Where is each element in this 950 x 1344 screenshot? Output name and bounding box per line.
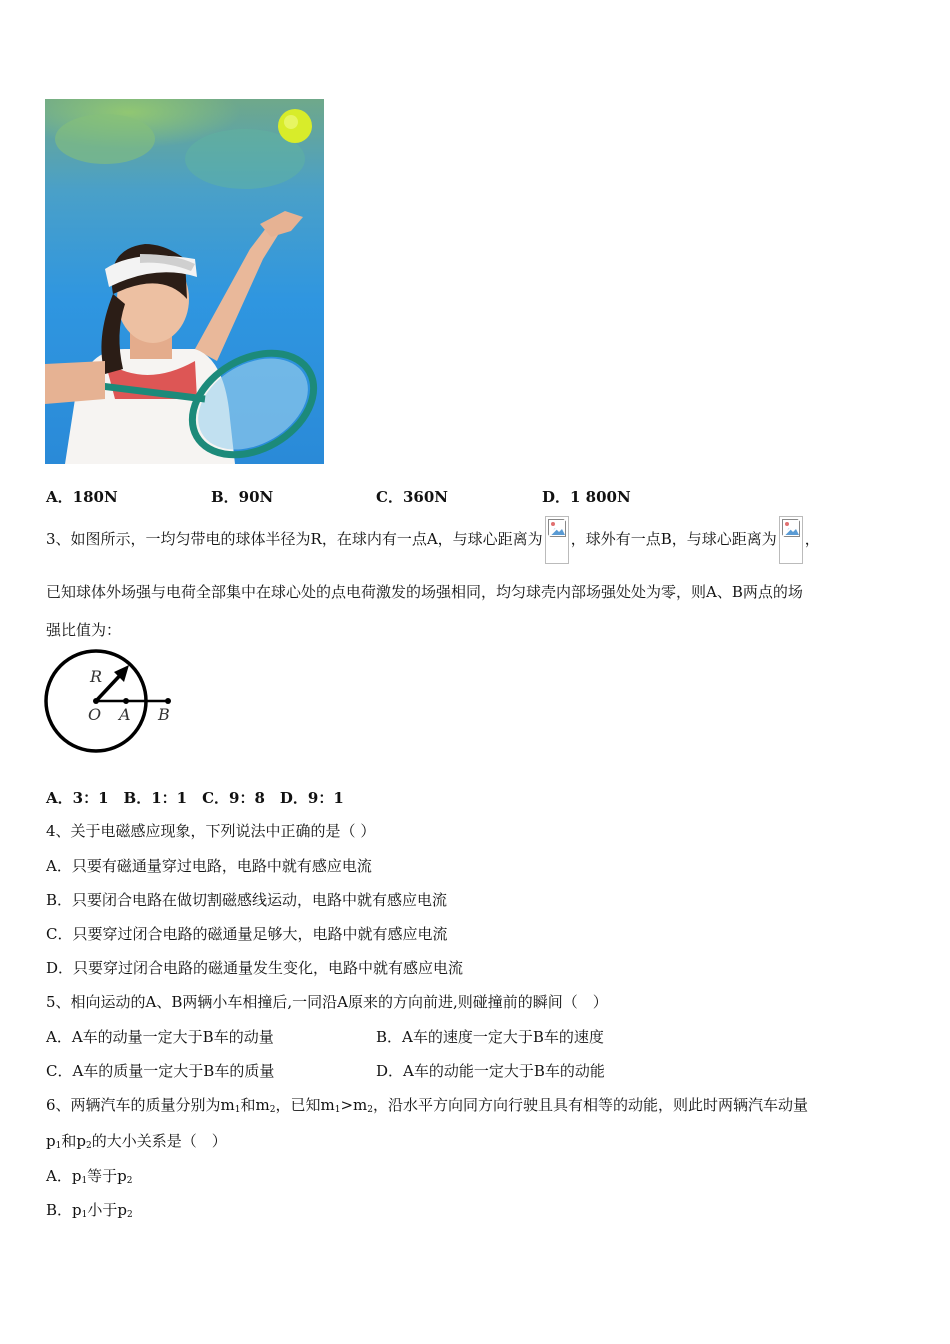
q4-option-b: B．只要闭合电路在做切割磁感线运动，电路中就有感应电流 [46,891,448,909]
label-r: R [90,667,103,686]
subscript: 2 [269,1105,276,1115]
q6-stem-line1 [46,1094,808,1115]
q6-text: B．p [46,1201,82,1219]
q6-text: 和p [61,1132,86,1150]
q3-stem-line2: 已知球体外场强与电荷全部集中在球心处的点电荷激发的场强相同，均匀球壳内部场强处处为零，则A、B两点的场 [46,583,803,601]
q4-stem: 4、关于电磁感应现象，下列说法中正确的是（ ） [46,822,376,840]
broken-image-icon [779,516,803,564]
q6-text: ，沿水平方向同方向行驶且具有相等的动能，则此时两辆汽车动量 [372,1096,808,1114]
subscript: 2 [126,1210,133,1220]
q6-text: 小于p [87,1201,127,1219]
q6-option-b [46,1199,133,1220]
subscript: 2 [126,1176,133,1186]
q2-option-c: C．360N [376,488,448,506]
subscript: 1 [55,1141,62,1151]
subscript: 2 [85,1141,92,1151]
q6-text: 和m [240,1096,270,1114]
q3-stem-part3: ， [804,530,820,548]
q5-option-c: C．A车的质量一定大于B车的质量 [46,1062,275,1080]
q6-stem-line2 [46,1130,227,1151]
subscript: 1 [81,1176,88,1186]
q3-options: A．3：1 B．1：1 C．9：8 D．9：1 [46,789,344,807]
q3-stem-part1: 3、如图所示，一均匀带电的球体半径为R，在球内有一点A，与球心距离为 [46,530,543,548]
q6-option-a [46,1165,133,1186]
q6-text: p [46,1132,56,1150]
label-b: B [158,705,170,724]
q2-option-b: B．90N [211,488,274,506]
q3-stem-line1 [46,516,820,564]
tennis-player-photo [45,99,324,464]
q4-option-c: C．只要穿过闭合电路的磁通量足够大，电路中就有感应电流 [46,925,448,943]
subscript: 2 [367,1105,373,1115]
subscript: 1 [234,1105,241,1115]
sphere-diagram [44,648,184,758]
q6-text: 的大小关系是（ ） [91,1132,227,1150]
q5-option-a: A．A车的动量一定大于B车的动量 [46,1028,274,1046]
broken-image-icon [545,516,569,564]
q5-option-d: D．A车的动能一定大于B车的动能 [376,1062,605,1080]
q4-option-d: D．只要穿过闭合电路的磁通量发生变化，电路中就有感应电流 [46,959,464,977]
q3-stem-part2: ，球外有一点B，与球心距离为 [570,530,777,548]
q2-option-d: D．1 800N [542,488,631,506]
q6-text: A．p [46,1167,82,1185]
q6-text: 等于p [87,1167,127,1185]
q6-text: 6、两辆汽车的质量分别为m [46,1096,235,1114]
subscript: 1 [334,1105,341,1115]
q4-option-a: A．只要有磁通量穿过电路，电路中就有感应电流 [46,857,372,875]
q2-option-a: A．180N [46,488,118,506]
q5-option-b: B．A车的速度一定大于B车的速度 [376,1028,604,1046]
label-o: O [88,705,102,724]
q6-text: ，已知m [275,1096,335,1114]
subscript: 1 [81,1210,88,1220]
q5-stem: 5、相向运动的A、B两辆小车相撞后,一同沿A原来的方向前进,则碰撞前的瞬间（ ） [46,993,608,1011]
label-a: A [119,705,131,724]
q3-stem-line3: 强比值为： [46,621,122,639]
q6-text: >m [340,1096,368,1114]
